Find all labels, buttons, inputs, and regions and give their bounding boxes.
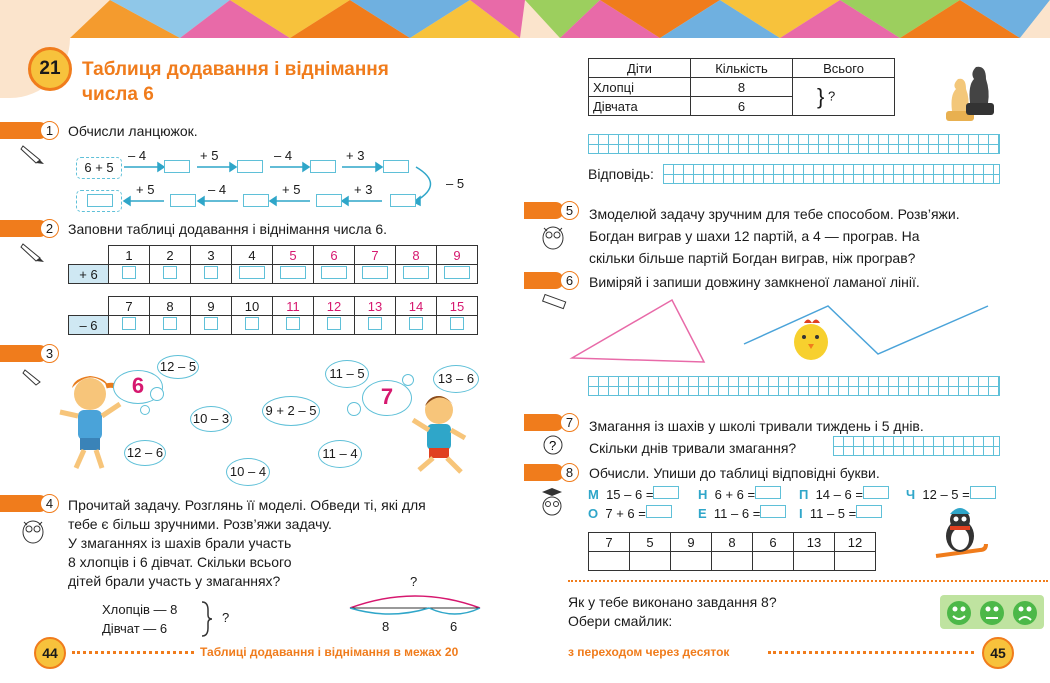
text-line: 8 хлопців і 6 дівчат. Скільки всього bbox=[68, 554, 292, 570]
answer-box[interactable] bbox=[383, 160, 409, 178]
answer-cell[interactable] bbox=[191, 265, 232, 284]
answer-cell[interactable] bbox=[396, 316, 437, 335]
table-header: Всього bbox=[793, 59, 895, 78]
task6-text: Виміряй і запиши довжину замкненої ламаної лінії. bbox=[589, 274, 920, 290]
text-line: Змоделюй задачу зручним для тебе способом. Розв’яжи. bbox=[589, 206, 960, 222]
col-head: 5 bbox=[273, 246, 314, 265]
col-head: 1 bbox=[109, 246, 150, 265]
letter-cell[interactable] bbox=[753, 552, 794, 571]
task5-text bbox=[589, 203, 960, 269]
small-bubble bbox=[140, 405, 150, 415]
expr-item[interactable] bbox=[698, 486, 781, 502]
answer-cell[interactable] bbox=[191, 316, 232, 335]
answer-number: 7 bbox=[589, 533, 630, 552]
table-header: Діти bbox=[589, 59, 691, 78]
col-head: 3 bbox=[191, 246, 232, 265]
expr-bubble[interactable]: 12 – 5 bbox=[157, 355, 199, 379]
col-head: 7 bbox=[355, 246, 396, 265]
model-short-record[interactable] bbox=[102, 600, 177, 638]
expr-bubble[interactable]: 10 – 4 bbox=[226, 458, 270, 486]
letter-cell[interactable] bbox=[835, 552, 876, 571]
total-cell: } ? bbox=[793, 78, 895, 116]
answer-cell[interactable] bbox=[437, 265, 478, 284]
svg-text:?: ? bbox=[549, 438, 557, 453]
expr-text: 12 – 5 = bbox=[922, 487, 970, 502]
expr-letter: Н bbox=[698, 487, 708, 502]
answer-box[interactable] bbox=[390, 194, 416, 212]
penguin-illustration bbox=[930, 504, 990, 562]
text-line: Скільки днів тривали змагання? bbox=[589, 440, 797, 456]
title-line-1: Таблиця додавання і віднімання bbox=[82, 59, 389, 80]
task2-text: Заповни таблиці додавання і віднімання числа 6. bbox=[68, 221, 388, 237]
table-cell: 6 bbox=[691, 97, 793, 116]
task4-number: 4 bbox=[40, 494, 59, 513]
title-line-2: числа 6 bbox=[82, 84, 154, 105]
task7-tab bbox=[524, 414, 564, 431]
expr-bubble[interactable]: 12 – 6 bbox=[124, 440, 166, 466]
answer-number: 12 bbox=[835, 533, 876, 552]
table-header: Кількість bbox=[691, 59, 793, 78]
row-op: + 6 bbox=[69, 265, 109, 284]
pencil-icon bbox=[20, 142, 46, 164]
expr-item[interactable] bbox=[799, 486, 889, 502]
text-line: Прочитай задачу. Розглянь її моделі. Обведи ті, які для bbox=[68, 497, 426, 513]
smiley-faces[interactable] bbox=[945, 598, 1041, 628]
boy-illustration bbox=[405, 390, 475, 480]
col-head: 4 bbox=[232, 246, 273, 265]
text-line: Змагання із шахів у школі тривали тиждень і 5 днів. bbox=[589, 418, 924, 434]
col-head: 6 bbox=[314, 246, 355, 265]
answer-label: Відповідь: bbox=[588, 166, 654, 182]
col-head: 8 bbox=[150, 297, 191, 316]
owl-icon bbox=[540, 222, 566, 250]
col-head: 9 bbox=[191, 297, 232, 316]
task5-tab bbox=[524, 202, 564, 219]
pencil-icon bbox=[20, 240, 46, 262]
segment-model[interactable] bbox=[345, 588, 485, 620]
task2-number: 2 bbox=[40, 219, 59, 238]
answer-cell[interactable] bbox=[437, 316, 478, 335]
expr-letter: Ч bbox=[906, 487, 916, 502]
answer-cell[interactable] bbox=[314, 316, 355, 335]
model-question: ? bbox=[222, 610, 230, 625]
brace bbox=[200, 600, 214, 638]
chain-start: 6 + 5 bbox=[76, 157, 122, 179]
big-bubble-left: 6 bbox=[113, 370, 163, 404]
expr-bubble[interactable]: 11 – 5 bbox=[325, 360, 369, 388]
op-bottom-1: + 5 bbox=[136, 182, 155, 197]
op-bottom-3: + 5 bbox=[282, 182, 301, 197]
answer-cell[interactable] bbox=[232, 316, 273, 335]
answer-number: 6 bbox=[753, 533, 794, 552]
self-check-text bbox=[568, 593, 777, 631]
expr-bubble[interactable]: 10 – 3 bbox=[190, 406, 232, 432]
table-cell: Хлопці bbox=[589, 78, 691, 97]
letters-table bbox=[588, 532, 876, 571]
answer-box[interactable] bbox=[237, 160, 263, 178]
task7-number: 7 bbox=[560, 413, 579, 432]
table-cell: 8 bbox=[691, 78, 793, 97]
pencil-icon bbox=[22, 366, 46, 386]
happy-face-icon bbox=[947, 601, 971, 625]
task8-text: Обчисли. Упиши до таблиці відповідні букви. bbox=[589, 465, 880, 481]
expr-text: 11 – 5 = bbox=[809, 506, 857, 521]
owl-icon bbox=[20, 516, 46, 544]
col-head: 14 bbox=[396, 297, 437, 316]
footer-dots bbox=[768, 651, 974, 654]
task3-number: 3 bbox=[40, 344, 59, 363]
model-line: Хлопців — 8 bbox=[102, 602, 178, 617]
footer-text-left: Таблиці додавання і віднімання в межах 20 bbox=[200, 645, 459, 659]
page-number-left: 44 bbox=[34, 637, 66, 669]
answer-cell[interactable] bbox=[273, 316, 314, 335]
segment-right: 6 bbox=[450, 619, 458, 634]
task1-number: 1 bbox=[40, 121, 59, 140]
sub-table bbox=[68, 296, 478, 335]
op-top-4: + 3 bbox=[346, 148, 365, 163]
answer-grid[interactable] bbox=[588, 134, 1000, 154]
task6-tab bbox=[524, 272, 564, 289]
small-bubble bbox=[150, 387, 164, 401]
owl-graduate-icon bbox=[538, 486, 566, 516]
expr-text: 7 + 6 = bbox=[605, 506, 646, 521]
page-number-right: 45 bbox=[982, 637, 1014, 669]
page-title bbox=[82, 57, 389, 107]
col-head: 10 bbox=[232, 297, 273, 316]
answer-cell[interactable] bbox=[150, 316, 191, 335]
children-table bbox=[588, 58, 895, 116]
op-top-1: – 4 bbox=[128, 148, 147, 163]
sad-face-icon bbox=[1013, 601, 1037, 625]
lesson-number: 21 bbox=[28, 47, 72, 91]
op-top-3: – 4 bbox=[274, 148, 293, 163]
answer-box[interactable] bbox=[170, 194, 196, 212]
answer-box[interactable] bbox=[310, 160, 336, 178]
expr-item[interactable] bbox=[698, 505, 786, 521]
col-head: 11 bbox=[273, 297, 314, 316]
expr-letter: П bbox=[799, 487, 809, 502]
col-head: 15 bbox=[437, 297, 478, 316]
answer-cell[interactable] bbox=[396, 265, 437, 284]
text-line: дітей брали участь у змаганнях? bbox=[68, 573, 281, 589]
expr-text: 15 – 6 = bbox=[606, 487, 654, 502]
neutral-face-icon bbox=[980, 601, 1004, 625]
expr-letter: Е bbox=[698, 506, 707, 521]
answer-cell[interactable] bbox=[273, 265, 314, 284]
expr-letter: О bbox=[588, 506, 599, 521]
segment-left: 8 bbox=[382, 619, 390, 634]
footer-text-right: з переходом через десяток bbox=[568, 645, 730, 659]
expr-item[interactable] bbox=[588, 505, 672, 521]
small-bubble bbox=[347, 402, 361, 416]
expr-bubble[interactable]: 13 – 6 bbox=[433, 365, 479, 393]
answer-cell[interactable] bbox=[355, 265, 396, 284]
question-icon bbox=[540, 434, 566, 456]
expr-item[interactable] bbox=[588, 486, 679, 502]
segment-question: ? bbox=[410, 574, 418, 589]
col-head: 9 bbox=[437, 246, 478, 265]
answer-number: 13 bbox=[794, 533, 835, 552]
expr-text: 11 – 6 = bbox=[713, 506, 761, 521]
expr-letter: М bbox=[588, 487, 599, 502]
letter-cell[interactable] bbox=[712, 552, 753, 571]
op-turn: – 5 bbox=[446, 176, 465, 191]
text-line: тебе є більш зручними. Розв’яжи задачу. bbox=[68, 516, 332, 532]
answer-cell[interactable] bbox=[150, 265, 191, 284]
text-line: Богдан виграв у шахи 12 партій, а 4 — програв. На bbox=[589, 228, 920, 244]
expr-item[interactable] bbox=[906, 486, 996, 502]
polylines-figure bbox=[568, 296, 998, 368]
answer-box[interactable] bbox=[316, 194, 342, 212]
answer-number: 5 bbox=[630, 533, 671, 552]
expr-item[interactable] bbox=[799, 505, 882, 521]
answer-number: 8 bbox=[712, 533, 753, 552]
answer-box[interactable] bbox=[164, 160, 190, 178]
expr-bubble[interactable]: 9 + 2 – 5 bbox=[262, 396, 320, 426]
op-top-2: + 5 bbox=[200, 148, 219, 163]
letter-cell[interactable] bbox=[671, 552, 712, 571]
text-line: У змаганнях із шахів брали участь bbox=[68, 535, 292, 551]
separator-dots bbox=[568, 580, 1048, 582]
chess-pieces-illustration bbox=[940, 55, 1000, 127]
model-line: Дівчат — 6 bbox=[102, 621, 168, 636]
small-bubble bbox=[402, 374, 414, 386]
answer-grid[interactable] bbox=[833, 436, 1000, 456]
col-head: 13 bbox=[355, 297, 396, 316]
answer-cell[interactable] bbox=[109, 265, 150, 284]
expr-letter: І bbox=[799, 506, 803, 521]
letter-cell[interactable] bbox=[589, 552, 630, 571]
text-line: Як у тебе виконано завдання 8? bbox=[568, 594, 777, 610]
task1-text: Обчисли ланцюжок. bbox=[68, 123, 198, 139]
ruler-icon bbox=[541, 292, 567, 312]
task8-tab bbox=[524, 464, 564, 481]
task6-number: 6 bbox=[560, 271, 579, 290]
expr-text: 6 + 6 = bbox=[714, 487, 756, 502]
task8-number: 8 bbox=[560, 463, 579, 482]
text-line: Обери смайлик: bbox=[568, 613, 673, 629]
add-table bbox=[68, 245, 478, 284]
letter-cell[interactable] bbox=[794, 552, 835, 571]
task4-text bbox=[68, 496, 426, 591]
answer-grid[interactable] bbox=[588, 376, 1000, 396]
answer-number: 9 bbox=[671, 533, 712, 552]
col-head: 8 bbox=[396, 246, 437, 265]
col-head: 12 bbox=[314, 297, 355, 316]
chain-end-box[interactable] bbox=[76, 190, 122, 212]
op-bottom-2: – 4 bbox=[208, 182, 227, 197]
total-question: ? bbox=[827, 87, 836, 103]
expr-bubble[interactable]: 11 – 4 bbox=[318, 440, 362, 468]
op-bottom-4: + 3 bbox=[354, 182, 373, 197]
answer-cell[interactable] bbox=[109, 316, 150, 335]
answer-cell[interactable] bbox=[232, 265, 273, 284]
col-head: 2 bbox=[150, 246, 191, 265]
col-head: 7 bbox=[109, 297, 150, 316]
row-op: – 6 bbox=[69, 316, 109, 335]
top-banner bbox=[0, 0, 1050, 38]
expr-text: 14 – 6 = bbox=[815, 487, 863, 502]
answer-cell[interactable] bbox=[355, 316, 396, 335]
table-cell: Дівчата bbox=[589, 97, 691, 116]
answer-box[interactable] bbox=[243, 194, 269, 212]
text-line: скільки більше партій Богдан виграв, ніж програв? bbox=[589, 250, 916, 266]
answer-cell[interactable] bbox=[314, 265, 355, 284]
big-bubble-right: 7 bbox=[362, 380, 412, 416]
answer-grid[interactable] bbox=[663, 164, 1000, 184]
task5-number: 5 bbox=[560, 201, 579, 220]
footer-dots bbox=[72, 651, 194, 654]
letter-cell[interactable] bbox=[630, 552, 671, 571]
